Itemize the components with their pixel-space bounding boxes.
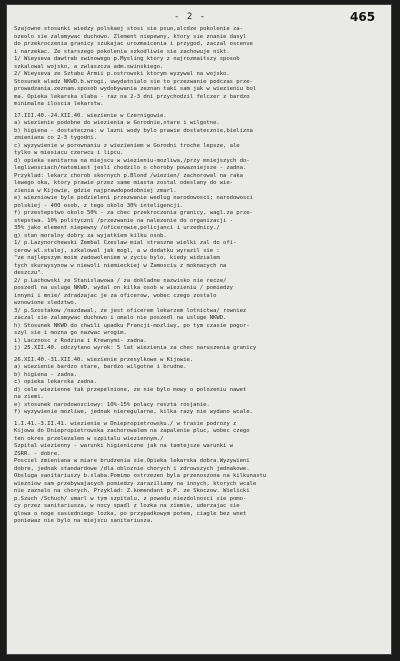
text-line: Stosunek wladz NKWD.b.wrogi, uwydatnialo sie to przezwanie podczas prze-	[14, 78, 253, 85]
sheet-number: 465	[350, 10, 376, 24]
text-line: Obsluga sanitariuszy b.slaba.Pomimo ostrzezen byla przenoszona na kilkunastu	[14, 473, 267, 479]
text-line: zaczal sie zalamywac duchowo i omalo nie poszedl na usluge NKWD.	[14, 315, 227, 321]
text-line: 17.III.40.-24.XII.40. wiezienie w Czernigowie.	[14, 112, 167, 119]
text-line: d) opieka sanitarna na miejscu w wiezieniu-mozliwa,/przy mniejszych do-	[14, 157, 250, 164]
document-page	[6, 4, 392, 655]
text-line: nie zaznalo na chorych. Przyklad: Z.komendant p.P. ze Skoczow. Wielicki	[14, 488, 250, 494]
text-line: h) Stosunek NKWD do chwili upadku Francji-mozliwy, po tym czasie pogor-	[14, 322, 250, 329]
text-line: Przyklad: lekarz chorob skornych p.Blond /wiezien/ zachorowal na raka	[14, 172, 243, 179]
text-line: 35% jako element niepewny /oficerowie,policjanci i urzednicy./	[14, 225, 220, 231]
text-line: poniewaz nie bylo na miejscu sanitariusza.	[14, 518, 154, 524]
text-line: e) stosunek narodowosciowy: 10%-15% polacy reszta rosjanie.	[14, 401, 210, 408]
text-line: cy przez sanitariusza, w nocy spadl z lozka na ziemie, uderzajac sie	[14, 503, 240, 509]
text-line: na ziemi.	[14, 394, 44, 400]
text-line: glowa o noge sasiedniego lozka, po przypadkowym potem, ciagle bez wnet	[14, 510, 247, 517]
text-line: szkalowal wojsko, a zwlaszcza adm.swinskiego.	[14, 63, 164, 70]
text-line: dobre, jednak standardowe /dla obloznie chorych i zdrowszych jednakowe.	[14, 465, 250, 472]
text-line: wznowione sledztwo.	[14, 300, 78, 306]
text-line: cerow wl.stalej, szkalowal jak mogl, a w dodatku wyrazil sie :	[14, 247, 220, 254]
text-line: zienia w Kijowie, gdzie najprawdopodobniej zmarl.	[14, 187, 177, 194]
text-line: ten okres przelezalem w szpitalu wieziennym./	[14, 435, 164, 442]
text-line: 26.XII.40.-31.XII.40. wiezienie przesylkowe w Kijowie.	[14, 356, 194, 363]
text-line: ma. Opieka lekarska slaba - raz na 2-3 dni przychodzil felczer z bardzo	[14, 93, 250, 100]
text-line: c) wyzywienie w porownaniu z wiezieniem w Gorodni troche lepsze, ale	[14, 142, 240, 149]
text-line: p.Szuch /Schuch/ umarl w tym szpitalu, z powodu niezdolnosci sie pomo-	[14, 495, 247, 502]
text-line: a) wiezienie podobne do wiezienia w Gorodnie,stare i wilgotne.	[14, 120, 220, 126]
page-number: - 2 -	[174, 12, 207, 22]
text-line: Szpital wiezienny - warunki higieniczne jak na tamtejsze warunki w	[14, 443, 233, 449]
text-line: do przekroczenia granicy szukajac urozmaicenia i przygod, zaczal oscenve	[14, 41, 253, 47]
text-line: b) higiena - dostateczna: w lazni wody bylo prawie dostatecznie,bielizna	[14, 127, 253, 134]
text-line: 1/ p.Lazynorchewski Zembal Czeslaw mial straszne wielki zal do ofi-	[14, 240, 237, 246]
text-line: lewego oka, ktory prawie przez same miasta zostal odeslany do wie-	[14, 180, 233, 186]
text-line: Szajowne stosunki wiedzy polskaej stosi sie psuo,alcdze pokolenie za-	[14, 26, 243, 32]
text-line: minimalna iloscia lekarstw.	[14, 101, 104, 107]
text-line: c) opieka lekarska zadna.	[14, 379, 97, 385]
text-line: 2/ p.Lachowski ze Stanislawowa / za dokladne nazwisko nie recze/	[14, 277, 227, 284]
text-line: e) wiezniowie byle podzieleni przezwanie wedlug narodowosci; narodowosci	[14, 195, 253, 201]
document-body	[14, 26, 386, 526]
text-line: tych skurwysynow w niewoli niemieckiej w Zamosciu z moknacych na	[14, 262, 227, 269]
text-line: Kijowa do Dniepropietrowska zachorowalem na zapalenie pluc, wobec czego	[14, 428, 250, 434]
text-line: prowadzania.zeznam.sposob wydobywania zeznan taki sam jak w wiezieniu bol	[14, 86, 257, 92]
text-line: f) przestepstwo okolo 50% - za chec przekroczenia granicy, wagl.za prze-	[14, 210, 253, 216]
text-line: g) stan moralny dobry za wyjatkiem kilku osob.	[14, 232, 167, 239]
text-line: 3/ p.Szostakow /nazdawal, ze jest oficerem lekarzem lotnictwa/ rowniez	[14, 307, 247, 314]
text-line: stepstwa. 10% polityczni /przezwanie na nalezenie do organizacji -	[14, 217, 233, 224]
text-line: i) Lacznosc z Rodzina i Krewnymi- zadna.	[14, 337, 147, 344]
text-line: wiezniow sam przebywajacych pomiedzy zaraziliamy na innych, ktorych wcale	[14, 480, 257, 487]
text-line: j) 25.XII.40. odczytano wyrok: 5 lat wiezienia za chec naruszenia granicy	[14, 345, 257, 351]
text-line: 1.I.41.-3.II.41. wiezienie w Dniepropietrowsku./ w trasie podrozy z	[14, 420, 237, 427]
text-line: legliwosciach/natomiast jesli chodzilo o choroby powazniejsze - zadna.	[14, 165, 247, 171]
text-line: Posciel zmieniana w miare brudzenia sie.Opieka lekarska dobra.Wyzywieni	[14, 458, 250, 464]
text-line: innymi i mnie/ zdradzajac je za oficerow, wobec czego zostalo	[14, 292, 217, 299]
text-line: tylko w miesiacu czerwcu i lipcu.	[14, 150, 124, 156]
text-line: polskiej - 400 osob, z tego okolo 30% inteligencji.	[14, 202, 184, 209]
text-line: i narzekac. Ze starszego pokolenia szkodliwie sie zachowuje nikt.	[14, 48, 230, 55]
text-line: deszczu".	[14, 270, 44, 276]
text-line: a) wiezienie bardzo stare, bardzo wilgotne i brudne.	[14, 364, 187, 370]
text-line: 2/ Wieyseva ze Sztabu Armii p.ostrowski ktorym wyzywal na wojsko.	[14, 71, 230, 77]
text-line: ZSRR. - dobre.	[14, 450, 61, 457]
text-line: "ze najlepszym moim zadowoleniem w zyciu bylo, kiedy widzialem	[14, 255, 220, 261]
text-line: d) cele wiezienne tak przepelnione, ze nie bylo mowy o polozeniu nawet	[14, 386, 247, 393]
text-line: zmieniana co 2-3 tygodni.	[14, 135, 97, 141]
text-line: b) higiena - zadna.	[14, 371, 78, 378]
text-line: ozeolo sie zalamywac duchowo. Zlement niepewny, ktory sie znanie dasyl	[14, 33, 247, 40]
text-line: f) wyzywienie mozliwe, jednak nieregularne, kilka razy nie wydano wcale.	[14, 409, 253, 415]
text-line: poszedl na usluge NKWD. wydal on kilka osob w wiezieniu / pomiedzy	[14, 285, 233, 291]
text-line: szyl sie i mozna go nazwac wrogim.	[14, 330, 127, 336]
text-line: 1/ Wieyseva dawtrab swinowego p.Mysling ktory z najrozmaitszy sposob	[14, 56, 240, 62]
